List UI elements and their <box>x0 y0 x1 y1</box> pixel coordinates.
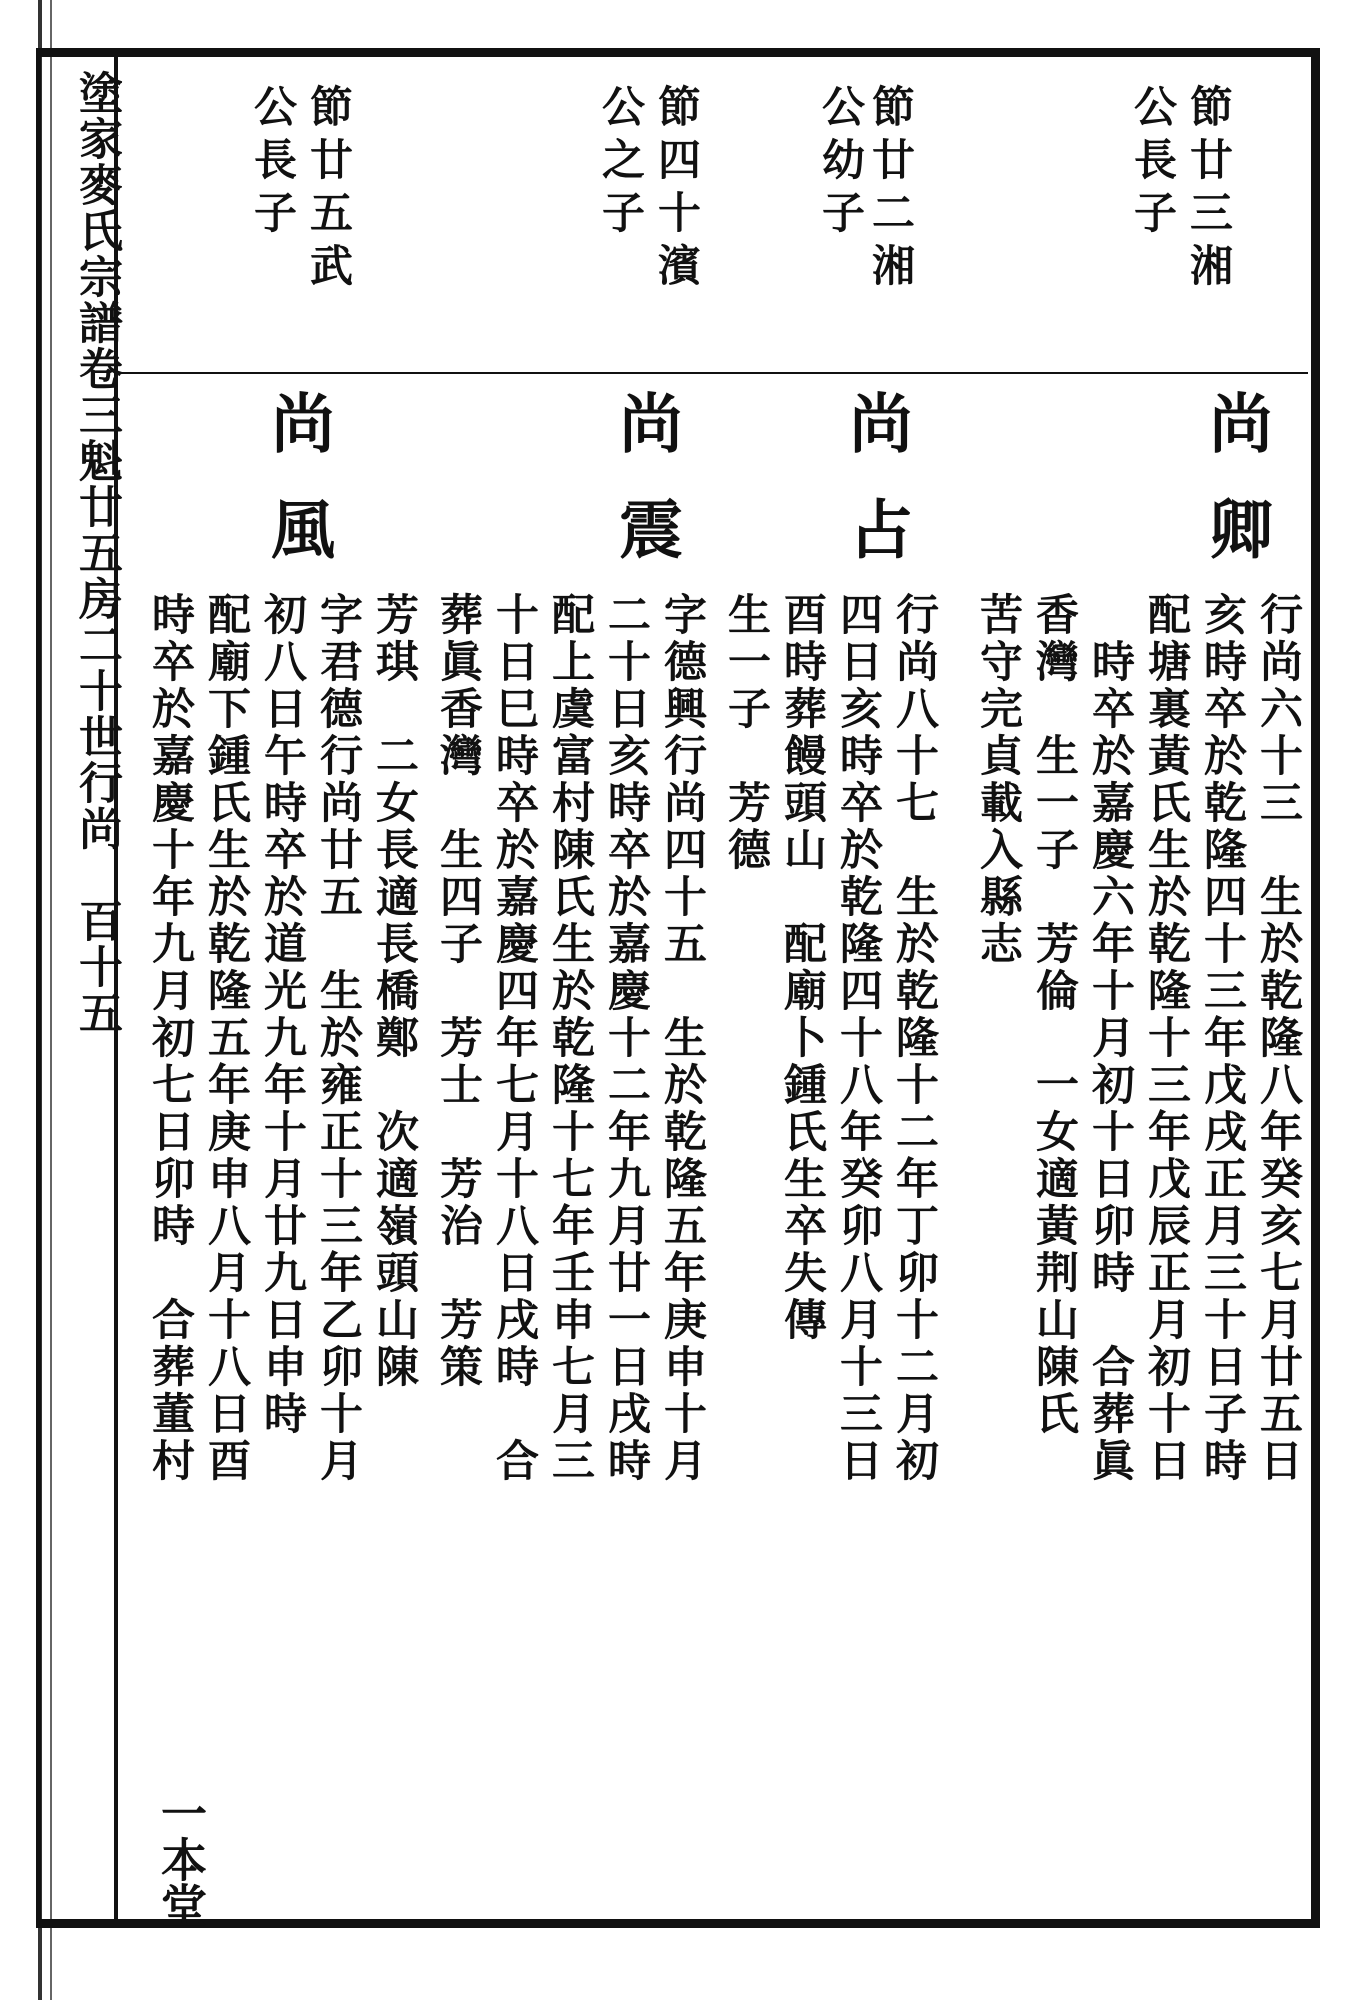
father-note: 公之子 <box>595 84 645 243</box>
entry-line: 四日亥時卒於乾隆四十八年癸卯八月十三日 <box>833 592 883 1485</box>
entry-line: 時卒於嘉慶十年九月初七日卯時 合葬董村 <box>145 592 195 1485</box>
entry-line: 配上虞富村陳氏生於乾隆十七年壬申七月三 <box>545 592 595 1485</box>
father-note: 公幼子 <box>815 84 865 243</box>
hall-name: 一本堂 <box>154 1790 208 1928</box>
person-name: 尚卿 <box>1198 390 1273 602</box>
entry-line: 初八日午時卒於道光九年十月廿九日申時 <box>257 592 307 1438</box>
entry-line: 生一子 芳德 <box>721 592 771 874</box>
entry-line: 香灣 生一子 芳倫 一女適黃荆山陳氏 <box>1029 592 1079 1438</box>
father-note: 節廿二湘 <box>865 84 915 296</box>
margin-heading <box>70 70 122 1890</box>
entry-line: 十日巳時卒於嘉慶四年七月十八日戌時 合 <box>489 592 539 1485</box>
entry-line: 亥時卒於乾隆四十三年戊戌正月三十日子時 <box>1197 592 1247 1485</box>
person-name: 尚震 <box>608 390 683 602</box>
entry-line: 苦守完貞載入縣志 <box>973 592 1023 968</box>
entry-line: 酉時葬饅頭山 配廟卜鍾氏生卒失傳 <box>777 592 827 1344</box>
page-number: 百十五 <box>71 898 122 1036</box>
entry-line: 配塘裏黃氏生於乾隆十三年戊辰正月初十日 <box>1141 592 1191 1485</box>
entry-line: 二十日亥時卒於嘉慶十二年九月廿一日戌時 <box>601 592 651 1485</box>
entry-line: 字德興行尚四十五 生於乾隆五年庚申十月 <box>657 592 707 1485</box>
father-note: 節廿三湘 <box>1183 84 1233 296</box>
person-name: 尚風 <box>260 390 335 602</box>
father-note: 公長子 <box>1127 84 1177 243</box>
entry-line: 芳琪 二女長適長橋鄭 次適嶺頭山陳 <box>369 592 419 1391</box>
person-name: 尚占 <box>838 390 913 602</box>
father-note: 節四十濱 <box>651 84 701 296</box>
entry-line: 葬眞香灣 生四子 芳士 芳治 芳策 <box>433 592 483 1391</box>
entry-line: 時卒於嘉慶六年十月初十日卯時 合葬眞 <box>1085 592 1135 1485</box>
entry-line: 配廟下鍾氏生於乾隆五年庚申八月十八日酉 <box>201 592 251 1485</box>
entry-line: 行尚六十三 生於乾隆八年癸亥七月廿五日 <box>1253 592 1303 1485</box>
entry-line: 行尚八十七 生於乾隆十二年丁卯十二月初 <box>889 592 939 1485</box>
volume-label: 卷三 <box>71 346 122 438</box>
father-note: 公長子 <box>247 84 297 243</box>
branch-label: 魁廿五房二十世行尚 <box>71 438 122 852</box>
entry-line: 字君德行尚廿五 生於雍正十三年乙卯十月 <box>313 592 363 1485</box>
band-divider <box>118 372 1308 374</box>
genealogy-title: 塗家麥氏宗譜 <box>71 70 122 346</box>
father-note: 節廿五武 <box>303 84 353 296</box>
